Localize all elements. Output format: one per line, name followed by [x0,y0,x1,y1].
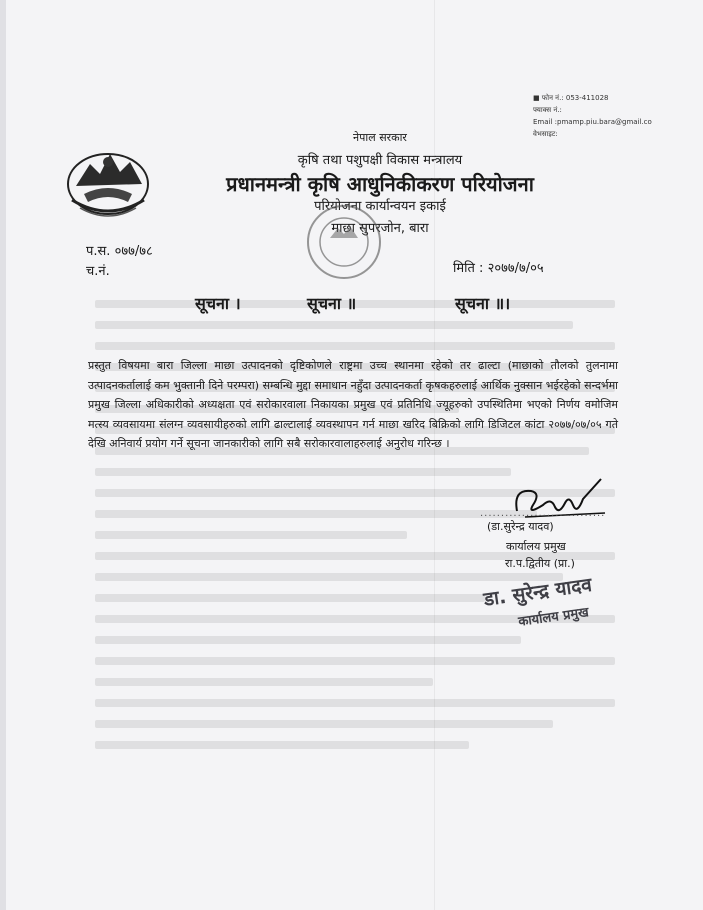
signatory-name: (डा.सुरेन्द्र यादव) [487,520,554,533]
page-edge-shadow [0,0,6,910]
title-stamp: कार्यालय प्रमुख [517,605,590,630]
email-line [533,116,652,128]
dispatch-number: च.नं. [86,264,110,279]
phone-line [533,92,652,104]
unit-name: परियोजना कार्यान्वयन इकाई [314,199,446,214]
government-name: नेपाल सरकार [353,131,407,144]
notice-heading-1: सूचना । [195,294,241,313]
phone-label: फोन नं.: [541,94,564,102]
website-label: वेभसाइट: [533,130,558,138]
notice-body: प्रस्तुत विषयमा बारा जिल्ला माछा उत्पादनको दृष्टिकोणले राष्ट्रमा उच्च स्थानमा रहेको तर ढाल्टा (माछाको तौलको तुलनामा उत्पादनकर्तालाई कम भुक्तानी दिने परम्परा) सम्बन्धि मुद्दा समाधान नहुँदा उत्पादनकर्ता कृषकहरुलाई आर्थिक नुक्सान भईरहेको सन्दर्भमा प्रमुख जिल्ला अधिकारीको अध्यक्षता एवं सरोकारवाला निकायका प्रमुख एवं प्रतिनिधि ज्यूहरुको उपस्थितिमा भएको निर्णय वमोजिम मत्स्य व्यवसायमा संलग्न व्यवसायीहरुको लागि ढाल्टालाई व्यवस्थापन गर्न माछा खरिद बिक्रिको लागि डिजिटल कांटा २०७७/०७/०५ गते देखि अनिवार्य प्रयोग गर्ने सूचना जानकारीको लागि सबै सरोकारवालाहरुलाई अनुरोध गरिन्छ । [88,359,618,450]
ministry-name: कृषि तथा पशुपक्षी विकास मन्त्रालय [297,153,463,168]
office-name: माछा सुपरजोन, बारा [331,221,429,236]
notice-heading-2: सूचना ॥ [307,294,357,313]
office-round-seal [298,198,390,288]
email-address: pmamp.piu.bara@gmail.co [557,118,652,126]
notice-heading-3: सूचना ॥। [455,294,511,313]
reference-number: प.स. ०७७/७८ [86,244,153,259]
phone-number: 053-411028 [565,94,609,102]
name-stamp: डा. सुरेन्द्र यादव [482,573,594,611]
fax-label: फ्याक्स नं.: [533,106,562,114]
signature-dotted-line: .............................. [480,508,606,519]
signatory-rank: रा.प.द्वितीय (प्रा.) [505,557,575,570]
project-name: प्रधानमन्त्री कृषि आधुनिकीकरण परियोजना [226,172,534,196]
letter-date: मिति : २०७७/७/०५ [453,261,544,276]
email-label: Email : [533,118,558,126]
signatory-title: कार्यालय प्रमुख [506,540,566,553]
fax-line [533,104,652,116]
phone-icon: ■ [533,94,540,102]
